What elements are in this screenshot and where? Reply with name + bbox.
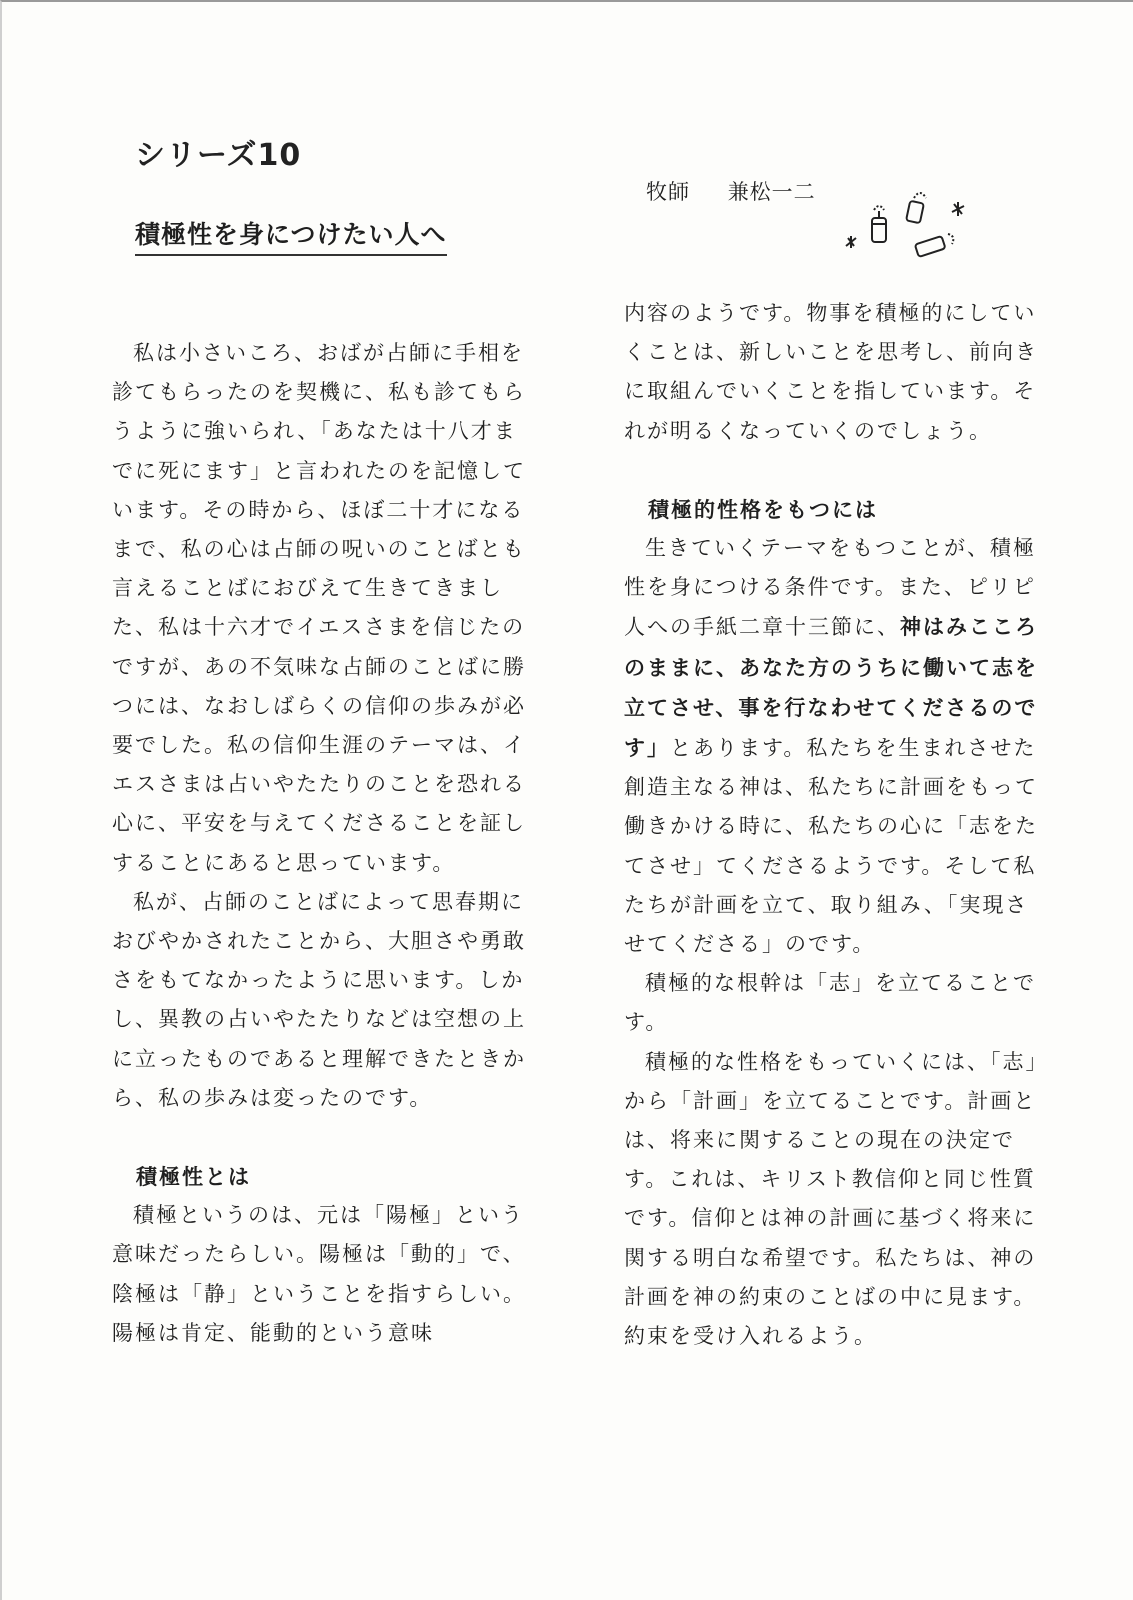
bible-quote: 神はみこころのままに、あなた方のうちに働いて志を立てさせ、事を行なわせてくださるのです」	[624, 614, 1038, 761]
paragraph	[624, 529, 1044, 964]
column-right	[624, 294, 1044, 1356]
paragraph-text: 生きていくテーマをもつことが、積極性を身につける条件です。また、ピリピ人への手紙二章十三節に、	[624, 536, 1036, 640]
byline	[646, 176, 816, 206]
column-left	[112, 334, 532, 1353]
article-title: 積極性を身につけたい人へ	[135, 215, 447, 256]
paragraph: 私が、占師のことばによって思春期におびやかされたことから、大胆さや勇敢さをもてなかったように思います。しかし、異教の占いやたたりなどは空想の上に立ったものであると理解できたときから、私の歩みは変ったのです。	[112, 889, 526, 1110]
paragraph-text: とあります。私たちを生まれさせた創造主なる神は、私たちに計画をもって働きかける時に、私たちの心に「志をたてさせ」てくださるようです。そして私たちが計画を立て、取り組み、「実現させてくださる」のです。	[624, 736, 1038, 957]
paragraph: 積極的な性格をもっていくには、「志」から「計画」を立てることです。計画とは、将来に関することの現在の決定です。これは、キリスト教信仰と同じ性質です。信仰とは神の計画に基づく将来に関する明白な希望です。私たちは、神の計画を神の約束のことばの中に見ます。約束を受け入れるよう。	[624, 1049, 1038, 1349]
paragraph: 私は小さいころ、おばが占師に手相を診てもらったのを契機に、私も診てもらうように強いられ、「あなたは十八才までに死にます」と言われたのを記憶しています。その時から、ほぼ二十才になるまで、私の心は占師の呪いのことばとも言えることばにおびえて生きてきました、私は十六才でイエスさまを信じたのですが、あの不気味な占師のことばに勝つには、なおしばらくの信仰の歩みが必要でした。私の信仰生涯のテーマは、イエスさまは占いやたたりのことを恐れる心に、平安を与えてくださることを証しすることにあると思っています。	[112, 341, 526, 875]
series-number: シリーズ10	[135, 138, 302, 173]
author-name: 兼松一二	[727, 180, 816, 204]
candles-illustration-icon	[844, 184, 974, 274]
paragraph: 積極というのは、元は「陽極」という意味だったらしい。陽極は「動的」で、陰極は「静」ということを指すらしい。陽極は肯定、能動的という意味	[112, 1203, 526, 1345]
section-heading: 積極的性格をもつには	[648, 496, 878, 522]
paragraph: 積極的な根幹は「志」を立てることです。	[624, 971, 1036, 1035]
section-heading: 積極性とは	[136, 1164, 251, 1190]
paragraph: 内容のようです。物事を積極的にしていくことは、新しいことを思考し、前向きに取組んでいくことを指しています。それが明るくなっていくのでしょう。	[624, 301, 1038, 443]
author-role: 牧師	[646, 180, 690, 204]
